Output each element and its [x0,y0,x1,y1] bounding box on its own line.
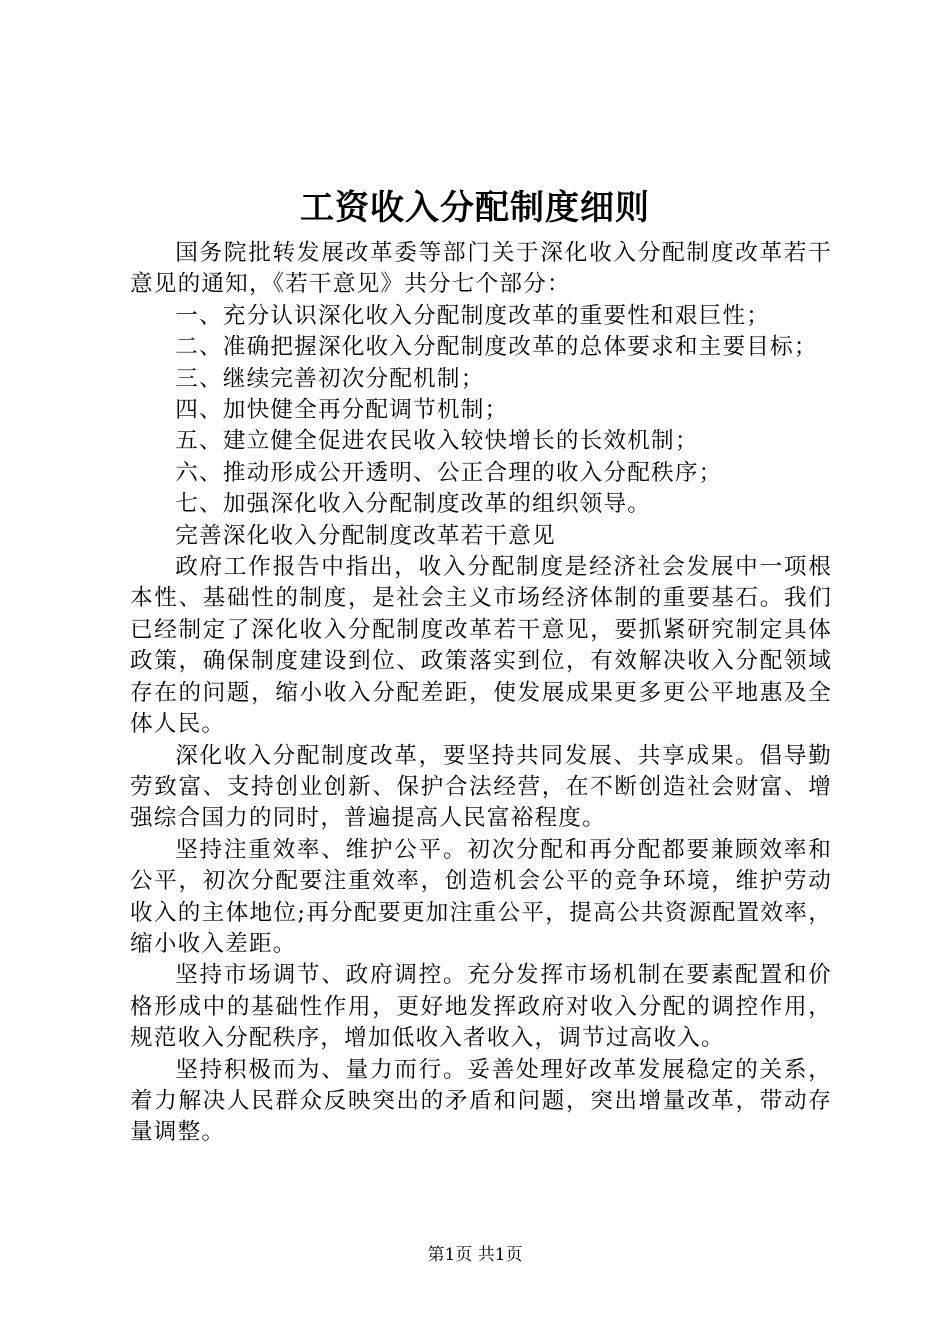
page-number-footer: 第1页 共1页 [427,1245,523,1265]
list-item-3: 三、继续完善初次分配机制； [175,365,485,392]
body-paragraph: 坚持注重效率、维护公平。初次分配和再分配都要兼顾效率和公平，初次分配要注重效率，创造机会公平的竞争环境，维护劳动收入的主体地位;再分配要更加注重公平，提高公共资源配置效率，缩小收入差距。 [130,836,832,957]
body-paragraph: 深化收入分配制度改革，要坚持共同发展、共享成果。倡导勤劳致富、支持创业创新、保护合法经营，在不断创造社会财富、增强综合国力的同时，普遍提高人民富裕程度。 [130,742,832,832]
body-paragraph: 政府工作报告中指出，收入分配制度是经济社会发展中一项根本性、基础性的制度，是社会主义市场经济体制的重要基石。我们已经制定了深化收入分配制度改革若干意见，要抓紧研究制定具体政策，确保制度建设到位、政策落实到位，有效解决收入分配领域存在的问题，缩小收入分配差距，使发展成果更多更公平地惠及全体人民。 [130,554,832,738]
document-body [130,238,832,1149]
section-heading: 完善深化收入分配制度改革若干意见 [175,522,556,549]
list-item-2: 二、准确把握深化收入分配制度改革的总体要求和主要目标； [175,334,818,361]
list-item-4: 四、加快健全再分配调节机制； [175,397,509,424]
list-item-6: 六、推动形成公开透明、公正合理的收入分配秩序； [175,459,723,486]
intro-paragraph: 国务院批转发展改革委等部门关于深化收入分配制度改革若干意见的通知，《若干意见》共分七个部分： [130,240,832,298]
document-title: 工资收入分配制度细则 [300,188,650,228]
list-item-5: 五、建立健全促进农民收入较快增长的长效机制； [175,428,699,455]
body-paragraph: 坚持市场调节、政府调控。充分发挥市场机制在要素配置和价格形成中的基础性作用，更好地发挥政府对收入分配的调控作用，规范收入分配秩序，增加低收入者收入，调节过高收入。 [130,962,832,1052]
body-paragraph: 坚持积极而为、量力而行。妥善处理好改革发展稳定的关系，着力解决人民群众反映突出的矛盾和问题，突出增量改革，带动存量调整。 [130,1056,832,1146]
list-item-7: 七、加强深化收入分配制度改革的组织领导。 [175,491,652,518]
list-item-1: 一、充分认识深化收入分配制度改革的重要性和艰巨性； [175,302,771,329]
